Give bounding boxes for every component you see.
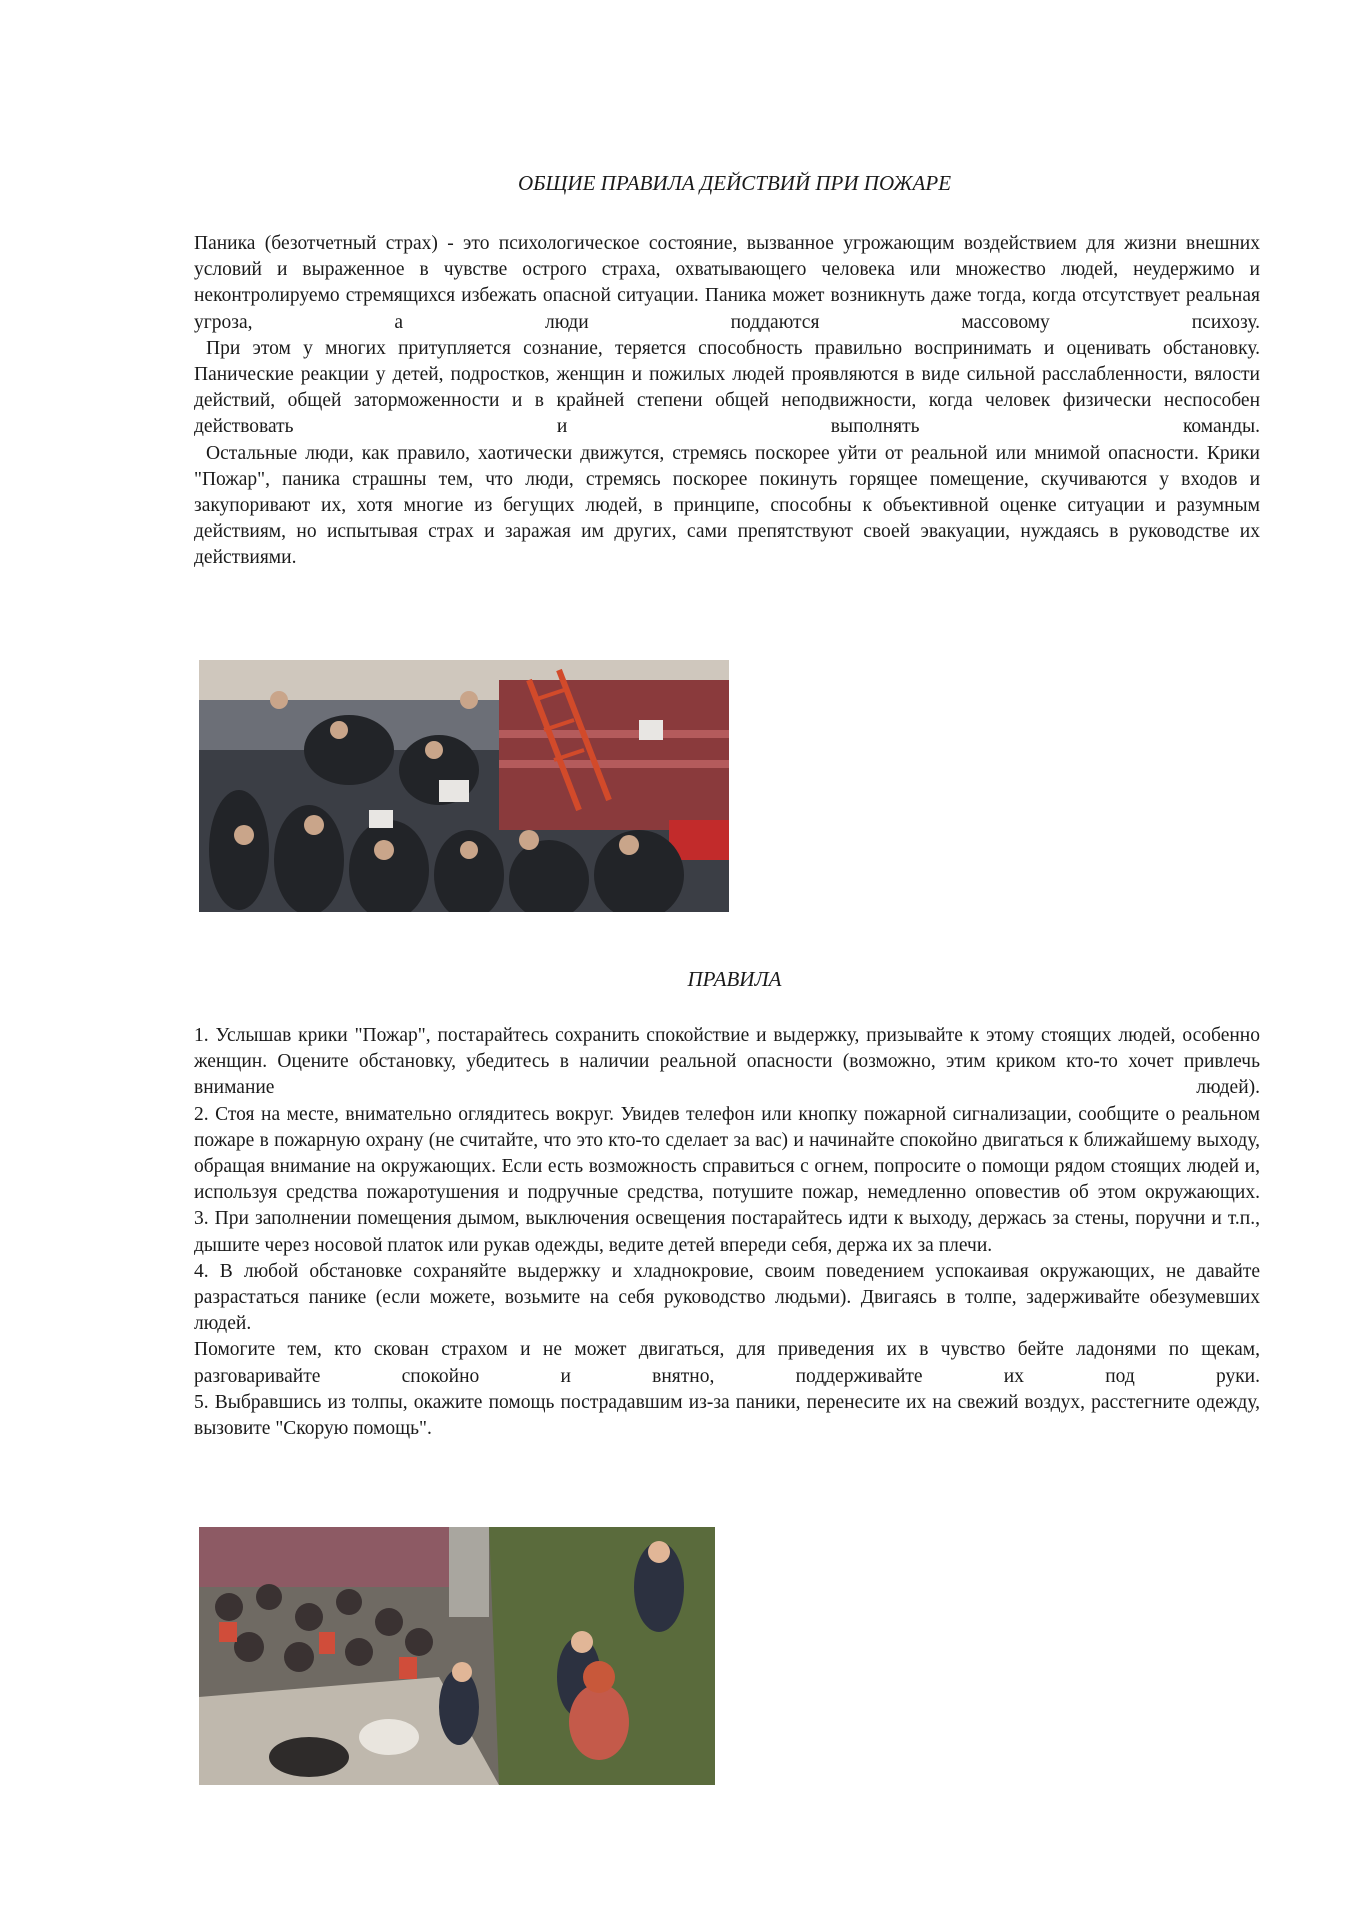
- rule-paragraph: 2. Стоя на месте, внимательно оглядитесь вокруг. Увидев телефон или кнопку пожарной сигнализации, сообщите о реальном пожаре в пожарную охрану (не считайте, что это кто-то сделает за вас) и начинайте спокойно двигаться к ближайшему выходу, обращая внимание на окружающих. Если есть возможность справиться с огнем, попросите о помощи рядом стоящих людей и, используя средства пожаротушения и подручные средства, потушите пожар, немедленно оповестив об этом окружающих.: [194, 1103, 1260, 1204]
- crowd-climbing-image: [199, 660, 729, 912]
- crowd-fleeing-photo: [199, 1527, 715, 1785]
- crowd-climbing-photo: [199, 660, 729, 912]
- intro-paragraph: Остальные люди, как правило, хаотически движутся, стремясь поскорее уйти от реальной или мнимой опасности. Крики "Пожар", паника страшны тем, что люди, стремясь поскорее покинуть горящее помещение, скучиваются у входов и закупоривают их, хотя многие из бегущих людей, в принципе, способны к объективной оценке ситуации и разумным действиям, но испытывая страх и заражая им других, сами препятствуют своей эвакуации, нуждаясь в руководстве их действиями.: [194, 442, 1260, 569]
- rules-text: [194, 1023, 1260, 1442]
- crowd-fleeing-image: [199, 1527, 715, 1785]
- intro-text: [194, 231, 1260, 572]
- rule-paragraph: 3. При заполнении помещения дымом, выключения освещения постарайтесь идти к выходу, держась за стены, поручни и т.п., дышите через носовой платок или рукав одежды, ведите детей впереди себя, держа их за плечи.: [194, 1208, 1260, 1256]
- rules-title: ПРАВИЛА: [687, 967, 782, 991]
- intro-paragraph: Паника (безотчетный страх) - это психологическое состояние, вызванное угрожающим воздействием для жизни внешних условий и выраженное в чувстве острого страха, охватывающего человека или множество людей, неудержимо и неконтролируемо стремящихся избежать опасной ситуации. Паника может возникнуть даже тогда, когда отсутствует реальная угроза, а люди поддаются массовому психозу.: [194, 233, 1260, 333]
- rule-paragraph: Помогите тем, кто скован страхом и не может двигаться, для приведения их в чувство бейте ладонями по щекам, разговаривайте спокойно и внятно, поддерживайте их под руки.: [194, 1339, 1260, 1387]
- rule-paragraph: 4. В любой обстановке сохраняйте выдержку и хладнокровие, своим поведением успокаивая окружающих, не давайте разрастаться панике (если можете, возьмите на себя руководство людьми). Двигаясь в толпе, задерживайте обезумевших людей.: [194, 1260, 1260, 1335]
- rule-paragraph: 1. Услышав крики "Пожар", постарайтесь сохранить спокойствие и выдержку, призывайте к этому стоящих людей, особенно женщин. Оцените обстановку, убедитесь в наличии реальной опасности (возможно, этим криком кто-то хочет привлечь внимание людей).: [194, 1025, 1260, 1099]
- document-title: ОБЩИЕ ПРАВИЛА ДЕЙСТВИЙ ПРИ ПОЖАРЕ: [517, 171, 952, 195]
- intro-paragraph: При этом у многих притупляется сознание, теряется способность правильно воспринимать и оценивать обстановку. Панические реакции у детей, подростков, женщин и пожилых людей проявляются в виде сильной расслабленности, вялости действий, общей заторможенности и в крайней степени общей неподвижности, когда человек физически неспособен действовать и выполнять команды.: [194, 337, 1260, 438]
- rule-paragraph: 5. Выбравшись из толпы, окажите помощь пострадавшим из-за паники, перенесите их на свежий воздух, расстегните одежду, вызовите "Скорую помощь".: [194, 1391, 1260, 1440]
